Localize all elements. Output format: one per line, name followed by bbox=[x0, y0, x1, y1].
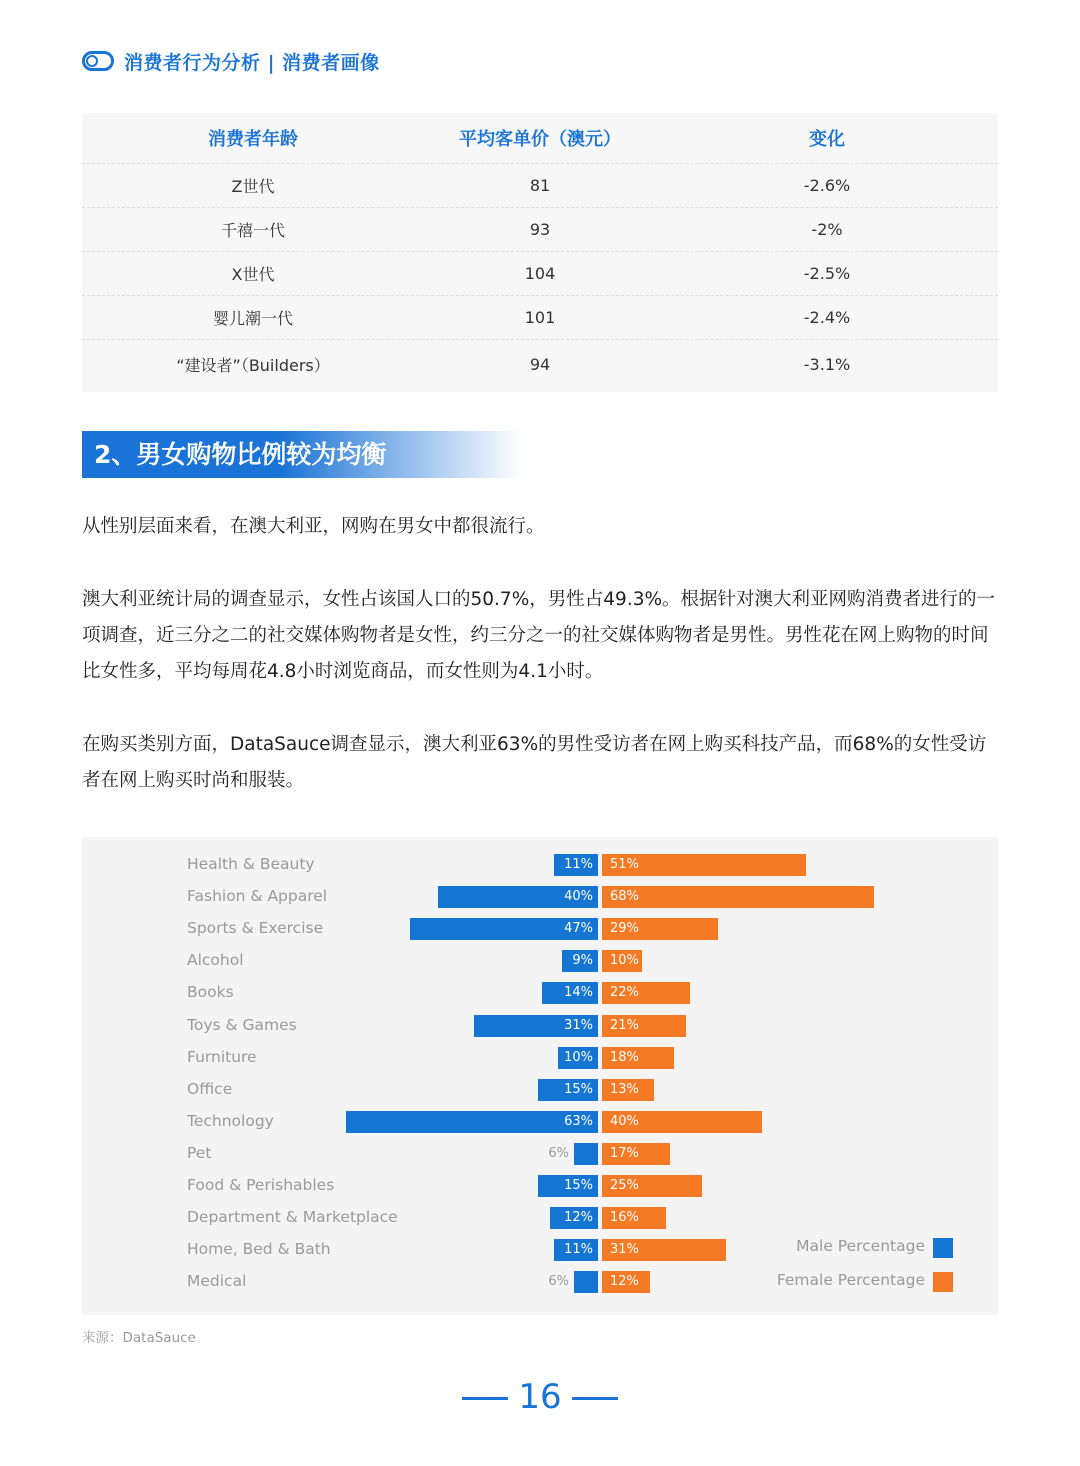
female-bar-label: 22% bbox=[610, 985, 639, 1001]
male-bar-label: 6% bbox=[548, 1145, 569, 1161]
table-cell: -3.1% bbox=[803, 354, 851, 374]
female-bar-label: 31% bbox=[610, 1242, 639, 1258]
chart-category-label: Medical bbox=[187, 1272, 247, 1291]
chart-category-label: Office bbox=[187, 1079, 233, 1098]
chart-category-label: Technology bbox=[187, 1111, 274, 1130]
male-bar-label: 31% bbox=[564, 1017, 593, 1033]
table-row bbox=[82, 295, 998, 340]
female-bar-label: 25% bbox=[610, 1178, 639, 1193]
paragraph: 澳大利亚统计局的调查显示，女性占该国人口的50.7%，男性占49.3%。根据针对澳大利亚网购消费者进行的一项调查，近三分之二的社交媒体购物者是女性，约三分之一的社交媒体购物者是男性。男性花在网上购物的时间比女性多，平均每周花4.8小时浏览商品，而女性则为4.1小时。 bbox=[82, 589, 996, 682]
male-bar-label: 40% bbox=[564, 889, 593, 905]
page-header bbox=[82, 46, 380, 76]
paragraph: 在购买类别方面，DataSauce调查显示，澳大利亚63%的男性受访者在网上购买科技产品，而68%的女性受访者在网上购买时尚和服装。 bbox=[82, 734, 987, 791]
legend-label: Male Percentage bbox=[796, 1237, 925, 1255]
table-header-cell: 消费者年龄 bbox=[208, 129, 298, 150]
table-header-row bbox=[82, 113, 998, 164]
chart-category-label: Fashion & Apparel bbox=[187, 887, 328, 906]
chart-category-label: Home, Bed & Bath bbox=[187, 1240, 331, 1259]
table-cell: 81 bbox=[529, 175, 551, 195]
table-cell: 婴儿潮一代 bbox=[212, 308, 293, 328]
male-bar-label: 6% bbox=[548, 1274, 569, 1290]
male-bar-label: 63% bbox=[564, 1113, 593, 1129]
male-bar-label: 11% bbox=[564, 857, 593, 872]
male-bar-label: 15% bbox=[564, 1178, 593, 1193]
table-row bbox=[82, 207, 998, 252]
male-bar bbox=[574, 1143, 598, 1165]
gender-category-chart bbox=[82, 837, 998, 1315]
paragraph: 从性别层面来看，在澳大利亚，网购在男女中都很流行。 bbox=[82, 516, 545, 537]
female-bar-label: 10% bbox=[610, 953, 639, 969]
table-header-cell: 变化 bbox=[809, 129, 845, 150]
male-bar-label: 15% bbox=[564, 1081, 593, 1097]
table-row bbox=[82, 163, 998, 208]
table-cell: 千禧一代 bbox=[220, 220, 285, 240]
header-title: 消费者行为分析 | 消费者画像 bbox=[124, 51, 380, 74]
section-title: 2、男女购物比例较为均衡 bbox=[82, 431, 522, 478]
chart-category-label: Department & Marketplace bbox=[187, 1208, 398, 1227]
legend-swatch bbox=[933, 1272, 953, 1292]
male-bar-label: 47% bbox=[564, 921, 593, 937]
table-cell: Z世代 bbox=[231, 176, 275, 196]
male-bar-label: 9% bbox=[572, 953, 593, 969]
table-row bbox=[82, 339, 998, 389]
male-bar-label: 10% bbox=[564, 1049, 593, 1065]
table-cell: 94 bbox=[529, 354, 551, 374]
chart-category-label: Health & Beauty bbox=[187, 855, 315, 873]
male-bar-label: 14% bbox=[564, 985, 593, 1001]
source-note: 来源：DataSauce bbox=[82, 1330, 196, 1346]
table-cell: -2.4% bbox=[803, 307, 851, 327]
male-bar bbox=[574, 1271, 598, 1293]
table-cell: 101 bbox=[524, 307, 556, 327]
male-bar bbox=[346, 1111, 598, 1133]
female-bar-label: 29% bbox=[610, 921, 639, 937]
male-bar-label: 12% bbox=[564, 1210, 593, 1226]
table-cell: -2.6% bbox=[803, 175, 851, 195]
table-cell: 104 bbox=[524, 263, 556, 283]
page-number-text: 16 bbox=[518, 1377, 562, 1417]
female-bar-label: 68% bbox=[610, 889, 639, 905]
female-bar-label: 13% bbox=[610, 1081, 639, 1097]
female-bar-label: 12% bbox=[610, 1274, 639, 1290]
female-bar bbox=[602, 886, 874, 908]
male-bar-label: 11% bbox=[564, 1242, 593, 1258]
chart-category-label: Sports & Exercise bbox=[187, 919, 324, 938]
chart-category-label: Alcohol bbox=[187, 951, 244, 970]
table-cell: “建设者”（Builders） bbox=[176, 355, 330, 375]
female-bar-label: 16% bbox=[610, 1210, 639, 1226]
legend-swatch bbox=[933, 1238, 953, 1258]
chart-category-label: Food & Perishables bbox=[187, 1176, 335, 1194]
female-bar-label: 21% bbox=[610, 1017, 639, 1033]
chart-category-label: Toys & Games bbox=[187, 1015, 297, 1034]
price-table bbox=[82, 113, 998, 392]
table-header-cell: 平均客单价（澳元） bbox=[459, 129, 621, 150]
table-cell: 93 bbox=[529, 219, 551, 239]
female-bar-label: 51% bbox=[610, 857, 639, 872]
table-cell: X世代 bbox=[231, 264, 275, 284]
chart-category-label: Books bbox=[187, 983, 234, 1002]
chart-category-label: Pet bbox=[187, 1143, 212, 1162]
legend-label: Female Percentage bbox=[776, 1271, 925, 1289]
female-bar-label: 17% bbox=[610, 1145, 639, 1161]
female-bar-label: 18% bbox=[610, 1049, 639, 1065]
toggle-icon bbox=[82, 51, 114, 71]
table-cell: -2.5% bbox=[803, 263, 851, 283]
page-number bbox=[0, 1374, 1080, 1420]
chart-category-label: Furniture bbox=[187, 1047, 257, 1066]
table-cell: -2% bbox=[811, 219, 843, 239]
female-bar-label: 40% bbox=[610, 1113, 639, 1129]
table-row bbox=[82, 251, 998, 296]
page-number-rule bbox=[572, 1397, 618, 1400]
